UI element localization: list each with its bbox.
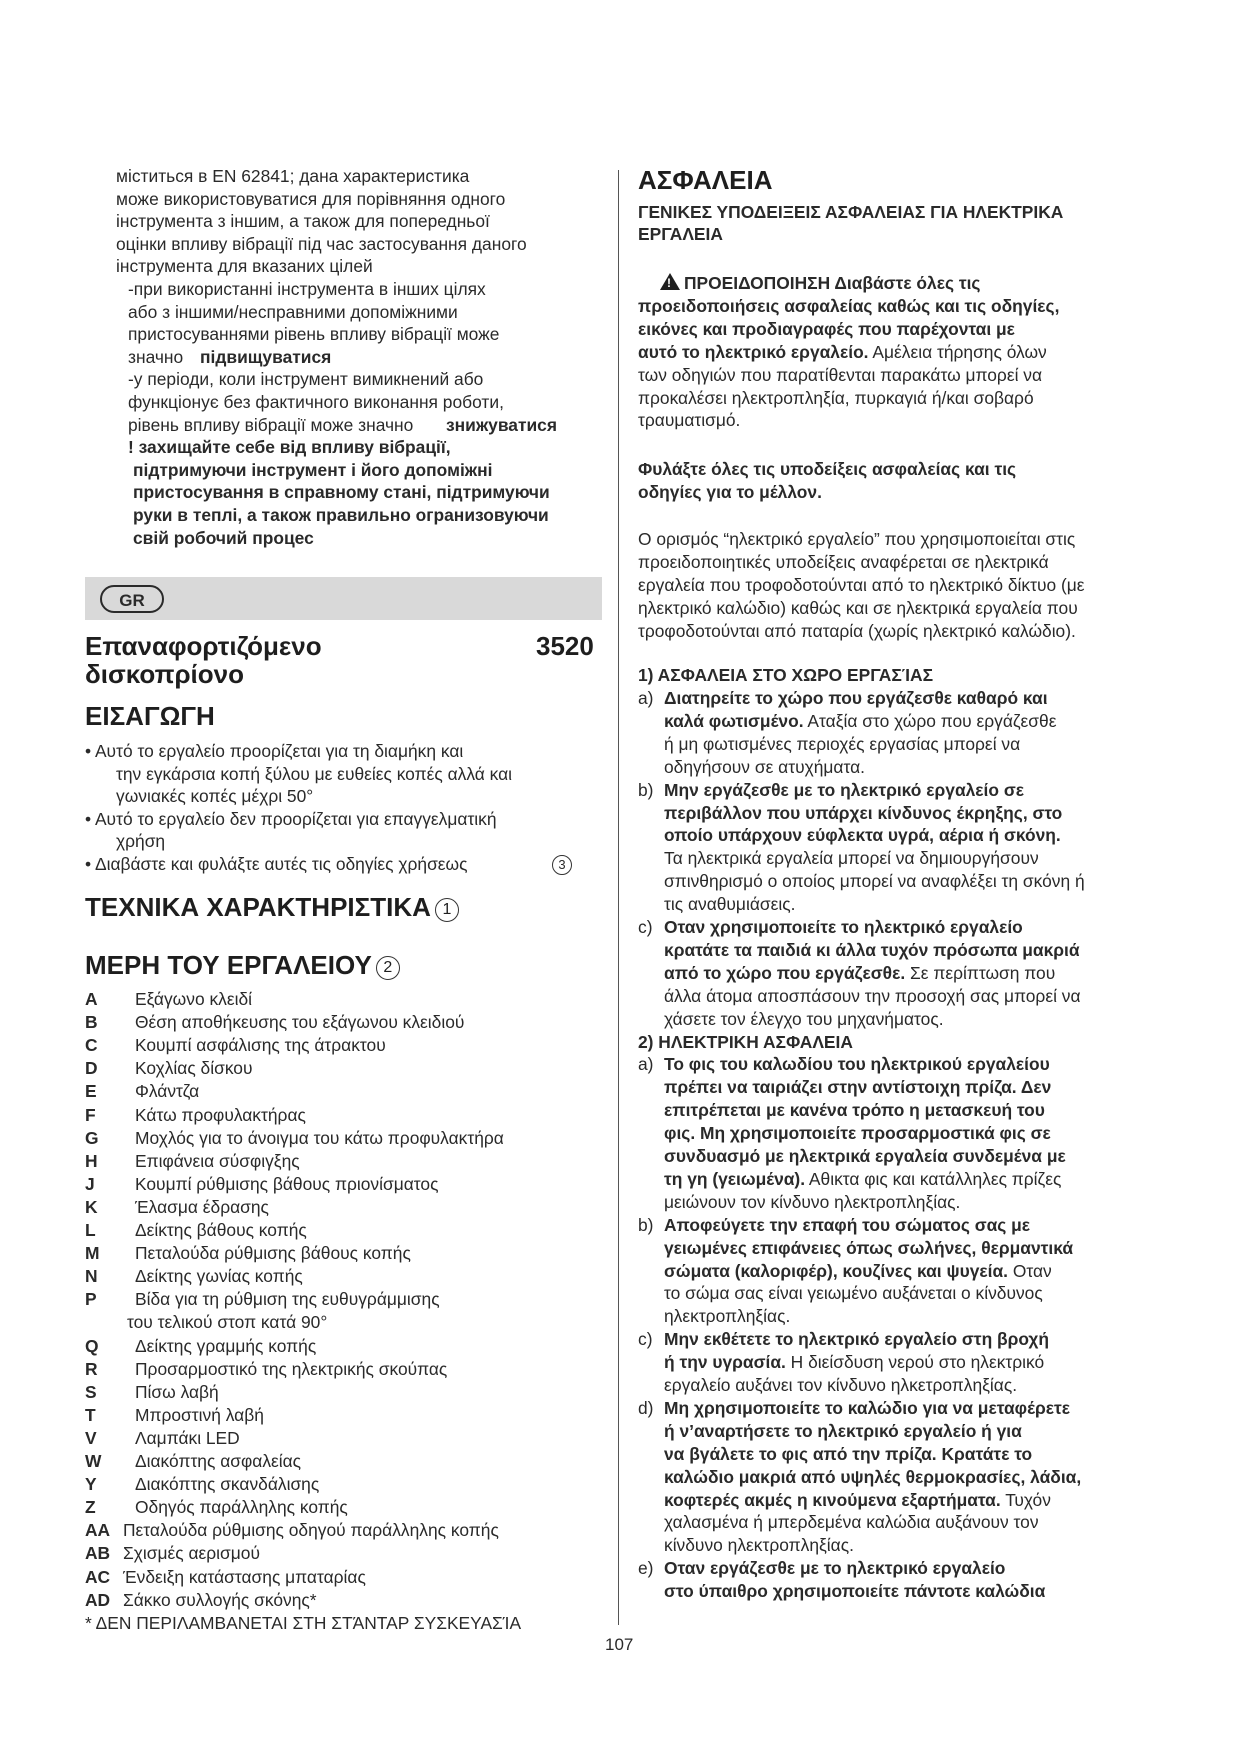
part-letter: S [85,1381,97,1402]
safety-item-line: να βγάλετε το φις από την πρίζα. Κρατάτε το [664,1443,1033,1464]
parts-heading [85,951,400,980]
intro-bullet: την εγκάρσια κοπή ξύλου με ευθείες κοπές αλλά και [116,763,513,784]
section-heading: 2) ΗΛΕΚΤΡΙΚΗ ΑΣΦΑΛΕΙΑ [638,1031,853,1052]
safety-item-line: ηλεκτροπληξίας. [664,1306,791,1327]
part-letter: F [85,1104,96,1125]
ua-warning-text: свій робочий процес [133,527,314,548]
reference-number: 2 [376,956,400,980]
safety-item-line-text: Αθικτα φις και κατάλληλες πρίζες [805,1168,1062,1189]
part-letter: J [85,1173,95,1194]
ua-dash-item: -при використанні інструмента в інших цілях [128,279,486,299]
ua-vibration-text: інструмента для вказаних цілей [116,256,373,277]
keep-instructions: οδηγίες για το μέλλον. [638,481,822,502]
technical-heading-text: ΤΕΧΝΙΚΑ ΧΑΡΑΚΤΗΡΙΣΤΙΚΑ [85,892,431,922]
definition-text: εργαλεία που τροφοδοτούνται από το ηλεκτρικό δίκτυο (με [638,574,1085,595]
safety-item-line: Αποφεύγετε την επαφή του σώματος σας με [664,1214,1031,1235]
part-letter: M [85,1243,100,1264]
ua-warning-text: пристосування в справному стані, підтримуючи [133,482,550,503]
intro-bullet: • Διαβάστε και φυλάξτε αυτές τις οδηγίες χρήσεως [85,854,468,874]
safety-item-line-text: Τυχόν [1000,1489,1051,1510]
safety-item-line-bold: καλά φωτισμένο. [664,710,804,731]
safety-item-line: οποίο υπάρχουν εύφλεκτα υγρά, αέρια ή σκόνη. [664,825,1061,846]
safety-item-line: στο ύπαιθρο χρησιμοποιείτε πάντοτε καλώδια [664,1581,1046,1602]
part-name: Βίδα για τη ρύθμιση της ευθυγράμμισης [135,1289,440,1310]
safety-item-line [664,1168,1061,1191]
ua-warning-text: ! захищайте себе від впливу вібрації, [128,437,451,458]
safety-item-line: κρατάτε τα παιδιά κι άλλα τυχόν πρόσωπα μακριά [664,939,1080,960]
part-letter: AB [85,1543,111,1564]
part-name: Μπροστινή λαβή [135,1404,264,1425]
safety-item-line: γειωμένες επιφάνειες όπως σωλήνες, θερμαντικά [664,1237,1074,1258]
intro-bullet: γωνιακές κοπές μέχρι 50° [116,786,314,807]
safety-item-line: περιβάλλον που υπάρχει κίνδυνος έκρηξης, στο [664,802,1063,823]
definition-text: ηλεκτρικό καλώδιο) καθώς και σε ηλεκτρικά εργαλεία που [638,597,1078,618]
part-name: Σχισμές αερισμού [123,1543,260,1564]
language-badge: GR [100,585,164,613]
part-letter: B [85,1012,98,1033]
warning-line [660,272,980,295]
ua-dash-item [128,346,183,369]
definition-text: Ο ορισμός “ηλεκτρικό εργαλείο” που χρησιμοποιείται στις [638,529,1076,549]
safety-item-line: ή ν’αναρτήσετε το ηλεκτρικό εργαλείο ή για [664,1420,1022,1441]
safety-item-line [664,1351,1044,1374]
part-name: Οδηγός παράλληλης κοπής [135,1497,348,1518]
part-letter: A [85,989,98,1009]
intro-bullet: • Αυτό το εργαλείο δεν προορίζεται για επαγγελματική [85,808,497,829]
general-safety-heading: ΓΕΝΙΚΕΣ ΥΠΟΔΕΙΞΕΙΣ ΑΣΦΑΛΕΙΑΣ ΓΙΑ ΗΛΕΚΤΡΙΚΑ [638,202,1064,222]
part-name: Προσαρμοστικό της ηλεκτρικής σκούπας [135,1358,448,1379]
definition-text: τροφοδοτούνται από παταρία (χωρίς ηλεκτρικό καλώδιο). [638,620,1076,641]
part-name: Πίσω λαβή [135,1381,219,1402]
safety-item-line-bold: από το χώρο που εργάζεσθε. [664,962,906,983]
safety-item-line-bold: τη γη (γειωμένα). [664,1168,806,1189]
safety-item-line [664,1489,1051,1512]
safety-item-line: σπινθηρισμό ο οποίος μπορεί να αναφλέξει τη σκόνη ή [664,871,1085,892]
safety-item-line-bold: κοφτερές ακμές η κινούμενα εξαρτήματα. [664,1489,1001,1510]
ua-dash-bold: підвищуватися [200,346,332,367]
part-name: Μοχλός για το άνοιγμα του κάτω προφυλακτήρα [135,1127,504,1148]
part-name: Λαμπάκι LED [135,1427,240,1448]
warning-line: εικόνες και προδιαγραφές που παρέχονται με [638,318,1015,339]
warning-line: προειδοποιήσεις ασφαλείας καθώς και τις οδηγίες, [638,295,1060,316]
parts-heading-text: ΜΕΡΗ ΤΟΥ ΕΡΓΑΛΕΙΟΥ [85,950,372,980]
ua-warning-text: підтримуючи інструмент і його допоміжні [133,459,493,480]
part-name: Κάτω προφυλακτήρας [135,1104,306,1125]
technical-heading [85,893,459,922]
part-letter: E [85,1081,97,1102]
part-name: Έλασμα έδρασης [135,1196,269,1217]
part-letter: L [85,1220,96,1240]
item-label: a) [638,1054,654,1075]
safety-item-line-text: Αταξία στο χώρο που εργάζεσθε [803,710,1057,731]
reference-number: 3 [552,855,572,875]
ua-dash-item: або з іншими/несправними допоміжними [128,301,458,322]
safety-item-line: Μη χρησιμοποιείτε το καλώδιο για να μεταφέρετε [664,1397,1070,1418]
safety-item-line-bold: ή την υγρασία. [664,1352,786,1373]
ua-vibration-text: оцінки впливу вібрації під час застосування даного [116,233,527,254]
ua-dash-item: пристосуваннями рівень впливу вібрації може [128,324,500,345]
part-letter: C [85,1035,98,1056]
part-name: Εξάγωνο κλειδί [135,989,252,1009]
part-letter: D [85,1058,98,1079]
warning-line-text: ΠΡΟΕΙΔΟΠΟΙΗΣΗ Διαβάστε όλες τις [684,273,981,293]
intro-bullet: χρήση [116,831,166,852]
part-letter: G [85,1127,99,1148]
footnote: * ΔΕΝ ΠΕΡΙΛΑΜΒΑΝΕΤΑΙ ΣΤΗ ΣΤΆΝΤΑΡ ΣΥΣΚΕΥΑΣΊΑ [85,1612,522,1633]
safety-item-line-text: Σε περίπτωση που [905,962,1056,983]
part-letter: P [85,1289,97,1310]
column-divider [618,170,619,1625]
definition-text: προειδοποιητικές υποδείξεις αναφέρεται σε ηλεκτρικά [638,551,1049,572]
safety-item-line: μειώνουν τον κίνδυνο ηλεκτροπληξίας. [664,1191,961,1212]
warning-line [638,341,1047,364]
part-letter: T [85,1404,96,1425]
part-letter: AA [85,1520,111,1541]
safety-item-line: επιτρέπεται με κανένα τρόπο η μετασκευή του [664,1100,1045,1121]
safety-item-line: πρέπει να ταιριάζει στην αντίστοιχη πρίζα. Δεν [664,1077,1052,1098]
item-label: e) [638,1558,654,1579]
part-name: Διακόπτης σκανδάλισης [135,1474,320,1495]
part-name: Επιφάνεια σύσφιγξης [135,1150,300,1171]
ua-dash-item-text: значно [128,346,184,367]
item-label: c) [638,1329,653,1350]
safety-item-line: φις. Μη χρησιμοποιείτε προσαρμοστικά φις σε [664,1123,1051,1144]
part-name: Πεταλούδα ρύθμισης βάθους κοπής [135,1243,411,1264]
safety-item-line [664,962,1055,985]
warning-line-bold: αυτό το ηλεκτρικό εργαλείο. [638,341,869,362]
safety-item-line: ή μη φωτισμένες περιοχές εργασίας μπορεί να [664,733,1021,754]
part-name: Πεταλούδα ρύθμισης οδηγού παράλληλης κοπής [123,1520,499,1541]
part-name: Δείκτης γραμμής κοπής [135,1335,317,1356]
part-name: του τελικού στοπ κατά 90° [127,1312,328,1333]
reference-number: 1 [435,898,459,922]
part-letter: Y [85,1474,97,1495]
safety-item-line: άλλα άτομα αποσπάσουν την προσοχή σας μπορεί να [664,985,1081,1006]
intro-heading: ΕΙΣΑΓΩΓΗ [85,701,215,731]
ua-warning-text: руки в теплі, а також правильно огранизовуючи [133,505,549,525]
part-letter: W [85,1451,102,1471]
part-name: Κουμπί ρύθμισης βάθους πριονίσματος [135,1173,439,1194]
warning-line: των οδηγιών που παρατίθενται παρακάτω μπορεί να [638,364,1043,385]
safety-item-line: οδηγήσουν σε ατυχήματα. [664,756,865,777]
warning-line-text: Αμέλεια τήρησης όλων [868,341,1047,362]
item-label: b) [638,1214,654,1235]
safety-item-line: χαλασμένα ή μπερδεμένα καλώδια αυξάνουν τον [664,1512,1039,1533]
safety-item-line: το σώμα σας είναι γειωμένο αυξάνεται ο κίνδυνος [664,1283,1043,1304]
ua-vibration-text: міститься в EN 62841; дана характеристика [116,166,470,186]
safety-item-line: χάσετε τον έλεγχο του μηχανήματος. [664,1008,944,1029]
safety-heading: ΑΣΦΑΛΕΙΑ [638,165,773,195]
warning-line: προκαλέσει ηλεκτροπληξία, πυρκαγιά ή/και σοβαρό [638,387,1034,408]
safety-item-line [664,1260,1052,1283]
part-name: Κουμπί ασφάλισης της άτρακτου [135,1035,386,1056]
safety-item-line: καλώδιο μακριά από υψηλές θερμοκρασίες, λάδια, [664,1466,1082,1487]
part-letter: AD [85,1589,111,1610]
ua-dash-item: функціонує без фактичного виконання роботи, [128,392,504,412]
safety-item-line-text: Η διείσδυση νερού στο ηλεκτρικό [785,1352,1045,1373]
model-number: 3520 [536,631,594,661]
item-label: c) [638,917,653,937]
safety-item-line: Μην εκθέτετε το ηλεκτρικό εργαλείο στη βροχή [664,1329,1050,1350]
section-heading: 1) ΑΣΦΑΛΕΙΑ ΣΤΟ ΧΩΡΟ ΕΡΓΑΣΊΑΣ [638,665,934,685]
ua-dash-item: -у періоди, коли інструмент вимикнений або [128,369,484,390]
warning-triangle-icon [660,273,680,290]
safety-item-line: τις αναθυμιάσεις. [664,894,796,915]
safety-item-line [664,710,1056,733]
part-name: Ένδειξη κατάστασης μπαταρίας [123,1566,366,1587]
ua-vibration-text: може використовуватися для порівняння одного [116,188,506,209]
part-name: Σάκκο συλλογής σκόνης* [123,1589,317,1610]
safety-item-line: Διατηρείτε το χώρο που εργάζεσθε καθαρό και [664,688,1048,708]
part-letter: N [85,1266,98,1287]
part-name: Δείκτης βάθους κοπής [135,1220,307,1240]
ua-dash-item: рівень впливу вібрації може значно [128,414,414,435]
safety-item-line: Οταν χρησιμοποιείτε το ηλεκτρικό εργαλείο [664,917,1023,937]
product-title: Επαναφορτιζόμενο [85,631,322,661]
part-letter: K [85,1196,98,1217]
safety-item-line: συνδυασμό με ηλεκτρικά εργαλεία συνδεμένα με [664,1146,1066,1166]
part-name: Δείκτης γωνίας κοπής [135,1266,303,1287]
safety-item-line: Το φις του καλωδίου του ηλεκτρικού εργαλείου [664,1054,1050,1075]
part-letter: V [85,1427,97,1448]
safety-item-line: Μην εργάζεσθε με το ηλεκτρικό εργαλείο σε [664,779,1024,800]
part-letter: R [85,1358,98,1379]
item-label: a) [638,688,654,708]
safety-item-line: εργαλείο αυξάνει τον κίνδυνο ηλκετροπληξίας. [664,1375,1018,1395]
intro-bullet: • Αυτό το εργαλείο προορίζεται για τη διαμήκη και [85,741,464,761]
part-name: Διακόπτης ασφαλείας [135,1451,302,1471]
warning-line: τραυματισμό. [638,410,741,431]
part-name: Κοχλίας δίσκου [135,1058,253,1079]
safety-item-line: Οταν εργάζεσθε με το ηλεκτρικό εργαλείο [664,1558,1006,1579]
safety-item-line: κίνδυνο ηλεκτροπληξίας. [664,1535,854,1556]
general-safety-heading: ΕΡΓΑΛΕΙΑ [638,224,723,244]
page-number: 107 [605,1635,634,1654]
part-letter: H [85,1150,98,1171]
product-title: δισκοπρίονο [85,659,245,689]
part-name: Φλάντζα [135,1081,200,1102]
part-letter: Q [85,1335,99,1356]
ua-dash-bold: знижуватися [446,414,558,435]
part-letter: Z [85,1497,96,1518]
keep-instructions: Φυλάξτε όλες τις υποδείξεις ασφαλείας και τις [638,459,1017,479]
ua-vibration-text: інструмента з іншим, а також для попередньої [116,211,490,232]
safety-item-line: Τα ηλεκτρικά εργαλεία μπορεί να δημιουργήσουν [664,848,1039,869]
item-label: d) [638,1397,654,1418]
part-name: Θέση αποθήκευσης του εξάγωνου κλειδιού [135,1012,465,1033]
safety-item-line-text: Οταν [1007,1260,1052,1281]
safety-item-line-bold: σώματα (καλοριφέρ), κουζίνες και ψυγεία. [664,1260,1008,1281]
item-label: b) [638,779,654,800]
part-letter: AC [85,1566,111,1587]
